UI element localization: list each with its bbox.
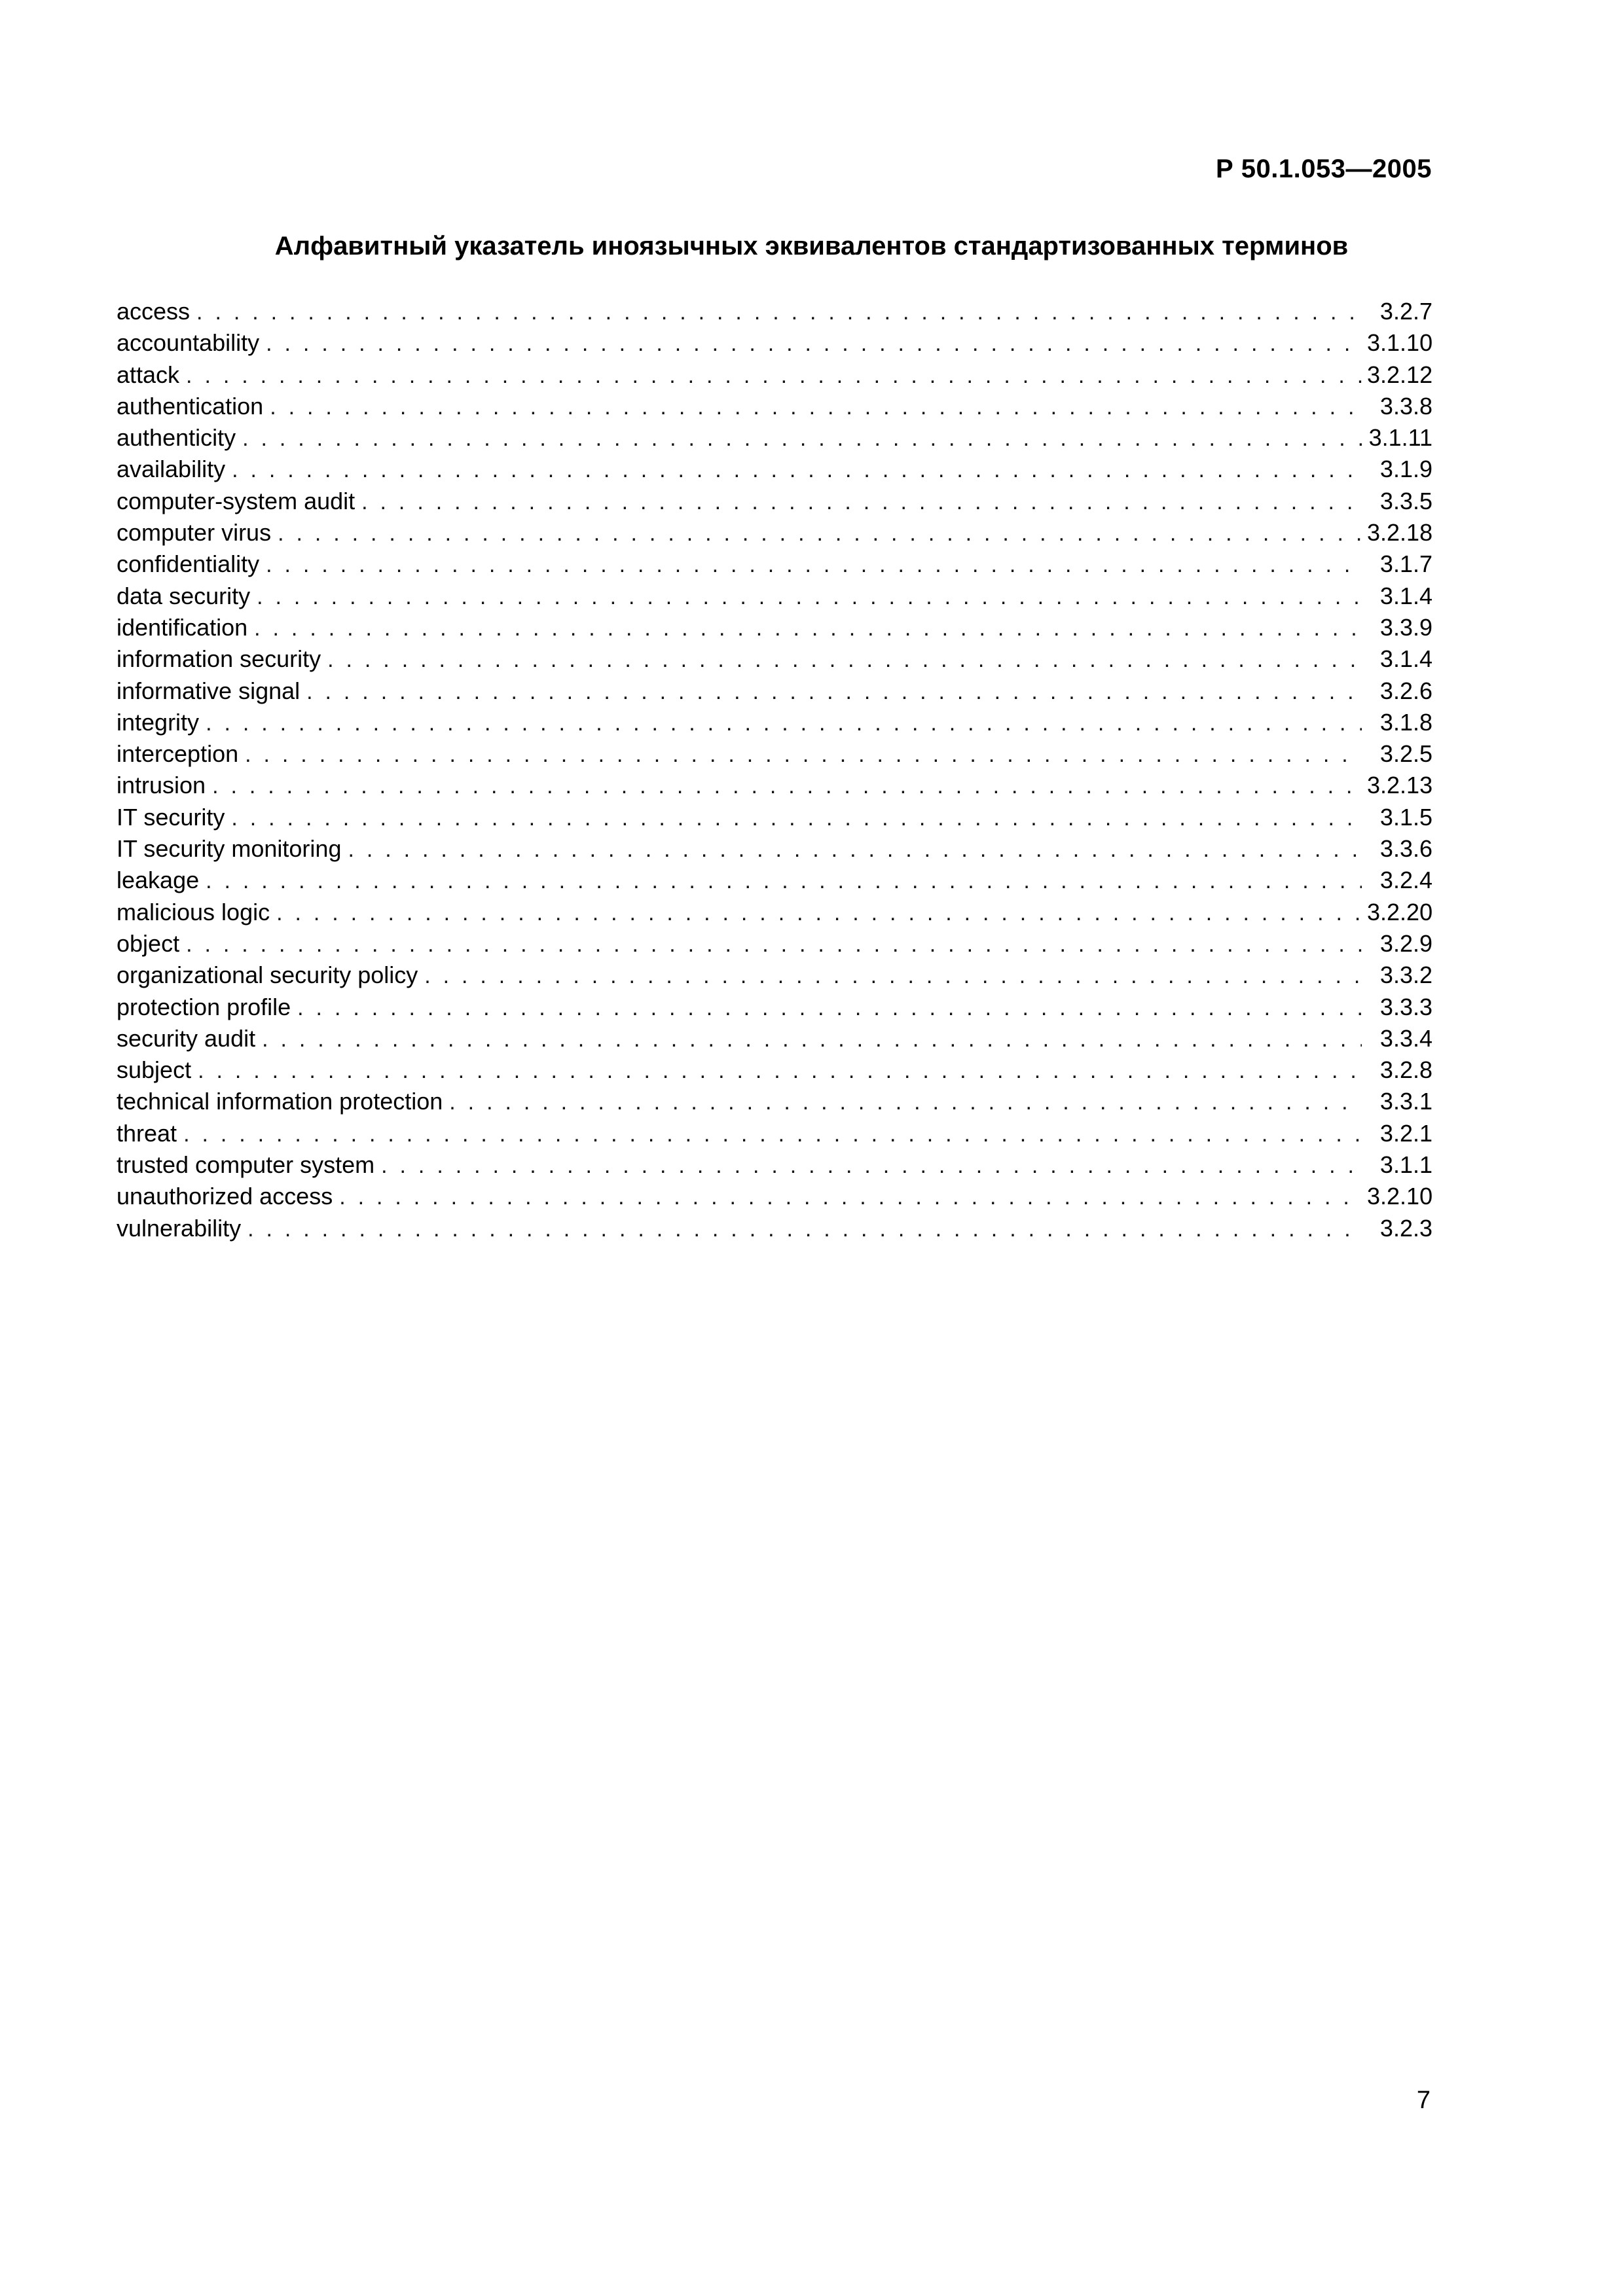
index-term: trusted computer system [117,1151,375,1179]
index-reference: 3.2.13 [1367,772,1433,799]
index-reference: 3.2.6 [1379,677,1432,704]
dot-leader [361,486,1362,518]
index-reference: 3.1.1 [1379,1151,1432,1179]
index-reference: 3.1.4 [1379,582,1432,609]
index-reference: 3.2.12 [1367,361,1433,388]
index-entry [117,1054,1432,1086]
index-entry [117,486,1432,517]
index-term: subject [117,1056,192,1084]
dot-leader [348,834,1362,865]
dot-leader [266,328,1362,359]
index-term: access [117,298,191,325]
index-entry [117,643,1432,675]
index-entry [117,612,1432,643]
index-entry [117,327,1432,359]
index-reference: 3.3.3 [1379,993,1432,1020]
index-entry [117,675,1432,707]
index-entry [117,548,1432,580]
index-term: data security [117,582,251,609]
index-reference: 3.3.4 [1379,1024,1432,1052]
index-term: computer virus [117,519,272,547]
page-number: 7 [1416,2087,1431,2114]
index-reference: 3.2.7 [1379,298,1432,325]
index-entry [117,897,1432,928]
dot-leader [232,454,1362,486]
index-term: authenticity [117,424,236,452]
index-entry [117,833,1432,865]
index-reference: 3.3.8 [1379,392,1432,420]
document-code: Р 50.1.053—2005 [1216,154,1432,183]
index-term: authentication [117,392,264,420]
index-reference: 3.2.20 [1367,898,1433,925]
index-term: organizational security policy [117,961,418,989]
index-reference: 3.2.4 [1379,867,1432,894]
index-term: integrity [117,708,200,736]
index-entry [117,454,1432,485]
index-entry [117,581,1432,612]
index-reference: 3.2.1 [1379,1119,1432,1147]
index-reference: 3.1.10 [1367,329,1433,357]
dot-leader [262,1024,1362,1055]
dot-leader [339,1181,1362,1213]
index-reference: 3.3.1 [1379,1088,1432,1115]
index-term: unauthorized access [117,1183,333,1210]
dot-leader [381,1150,1362,1181]
index-entry [117,1213,1432,1244]
index-term: attack [117,361,180,388]
dot-leader [245,739,1362,770]
index-reference: 3.2.3 [1379,1214,1432,1242]
index-term: availability [117,456,226,483]
index-entry [117,1149,1432,1181]
index-entry [117,359,1432,391]
dot-leader [254,613,1362,644]
index-reference: 3.2.8 [1379,1056,1432,1084]
index-term: technical information protection [117,1088,443,1115]
index-term: IT security monitoring [117,835,342,863]
index-entry [117,1086,1432,1117]
index-reference: 3.3.2 [1379,961,1432,989]
index-entry [117,928,1432,960]
index-entry [117,422,1432,454]
dot-leader [242,423,1362,454]
index-reference: 3.1.8 [1379,708,1432,736]
index-entry [117,1118,1432,1149]
dot-leader [276,897,1362,929]
index-term: vulnerability [117,1214,242,1242]
dot-leader [206,865,1362,897]
dot-leader [257,581,1362,613]
index-term: malicious logic [117,898,270,925]
dot-leader [424,960,1362,992]
index-term: leakage [117,867,200,894]
index-reference: 3.2.9 [1379,929,1432,957]
index-entry [117,738,1432,770]
index-term: protection profile [117,993,291,1020]
dot-leader [327,644,1362,675]
index-entry [117,707,1432,738]
index-entry [117,865,1432,896]
index-reference: 3.1.11 [1368,424,1432,452]
dot-leader [186,929,1362,960]
index-entry [117,296,1432,327]
index-term: security audit [117,1024,256,1052]
index-term: informative signal [117,677,301,704]
index-entry [117,1181,1432,1212]
index-term: object [117,929,180,957]
index-reference: 3.2.18 [1367,519,1433,547]
index-term: confidentiality [117,550,260,578]
index-reference: 3.3.5 [1379,487,1432,514]
dot-leader [297,992,1362,1024]
index-reference: 3.1.5 [1379,803,1432,831]
index-entry [117,1023,1432,1054]
index-term: identification [117,613,248,641]
index-reference: 3.3.9 [1379,613,1432,641]
dot-leader [266,549,1362,581]
index-entry [117,391,1432,422]
index-entry [117,992,1432,1023]
index-reference: 3.1.7 [1379,550,1432,578]
index-reference: 3.1.9 [1379,456,1432,483]
dot-leader [183,1119,1362,1150]
index-entry [117,770,1432,801]
index-term: intrusion [117,772,206,799]
dot-leader [449,1086,1362,1118]
dot-leader [212,770,1362,802]
term-index-list [117,296,1432,1244]
index-term: IT security [117,803,225,831]
index-reference: 3.2.10 [1367,1183,1433,1210]
dot-leader [278,518,1362,549]
dot-leader [231,802,1362,834]
index-term: threat [117,1119,177,1147]
index-entry [117,960,1432,991]
dot-leader [306,676,1362,708]
index-entry [117,517,1432,548]
dot-leader [247,1213,1362,1245]
index-term: computer-system audit [117,487,356,514]
dot-leader [196,296,1362,328]
index-term: information security [117,645,321,673]
index-entry [117,802,1432,833]
index-reference: 3.2.5 [1379,740,1432,768]
index-reference: 3.3.6 [1379,835,1432,863]
index-term: accountability [117,329,260,357]
index-reference: 3.1.4 [1379,645,1432,673]
dot-leader [186,360,1362,391]
index-term: interception [117,740,239,768]
dot-leader [198,1055,1362,1086]
dot-leader [270,391,1362,423]
index-title: Алфавитный указатель иноязычных эквивалентов стандартизованных терминов [274,232,1349,260]
dot-leader [206,708,1362,739]
